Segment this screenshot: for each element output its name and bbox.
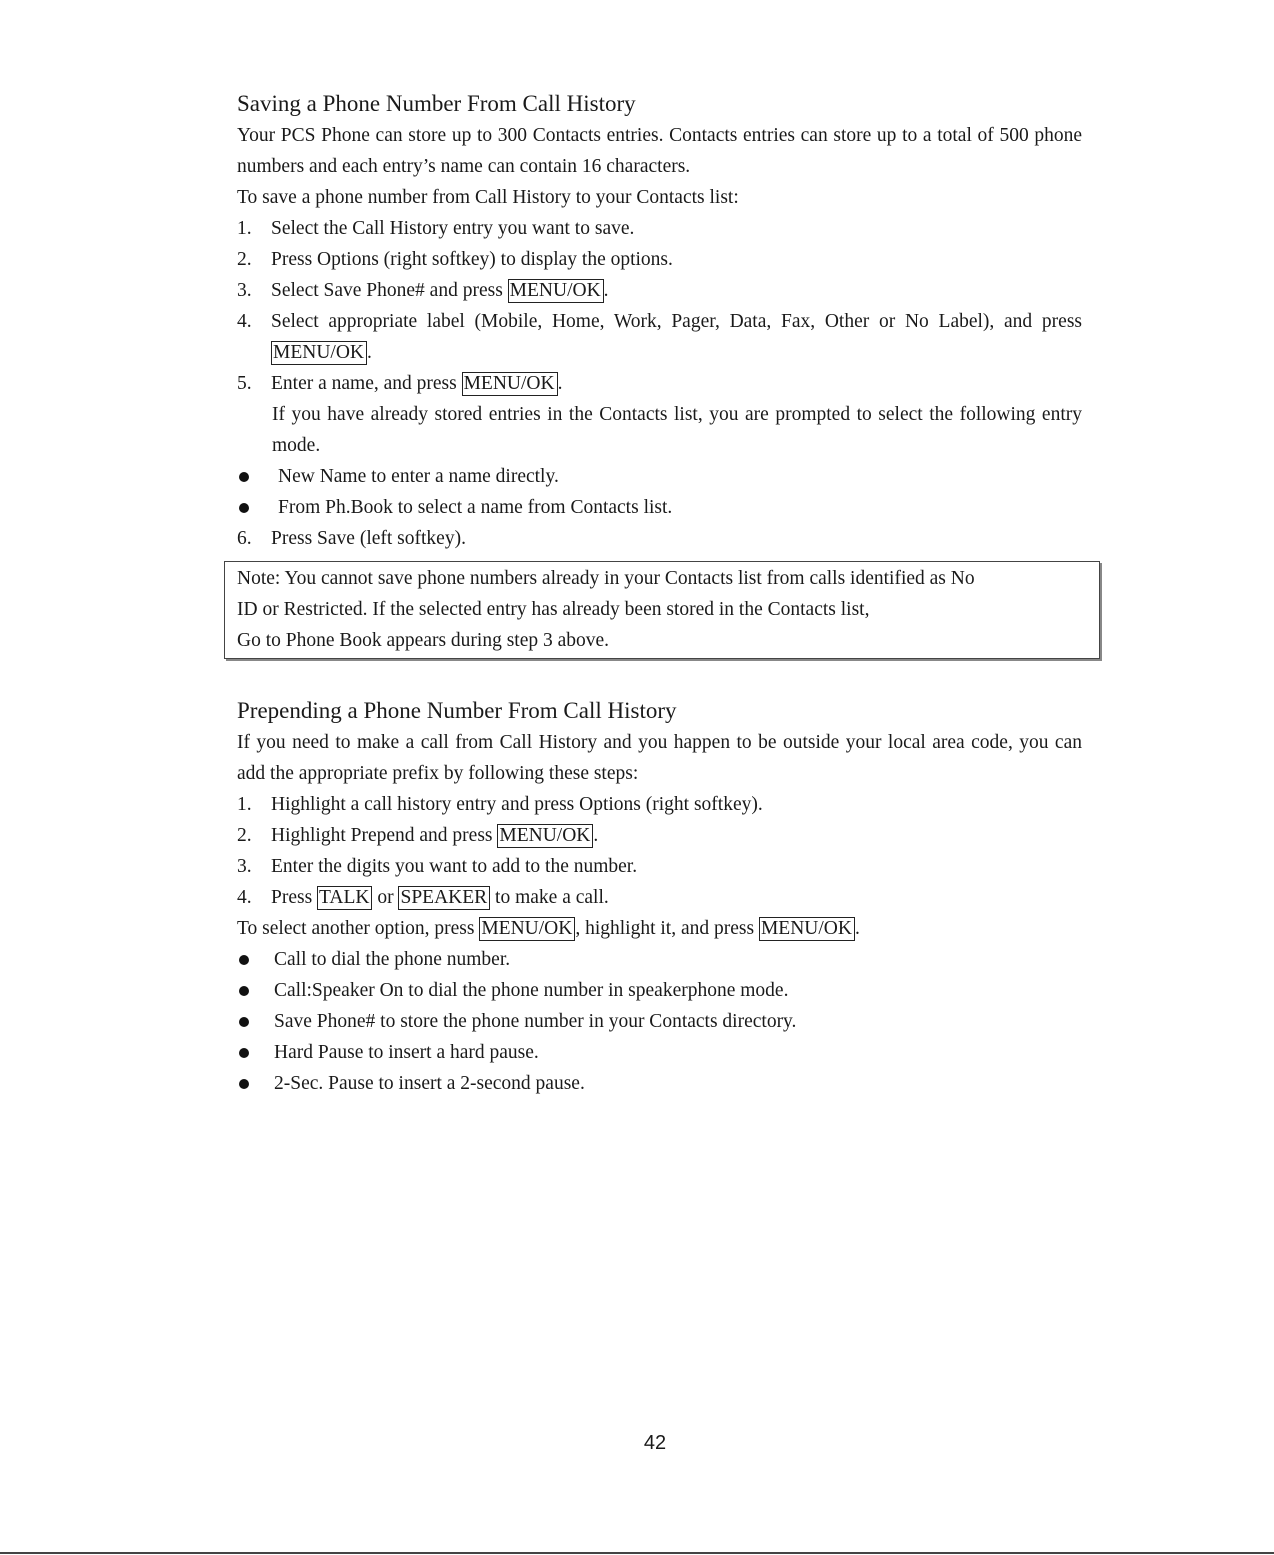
- bullet-text: Hard Pause to insert a hard pause.: [274, 1042, 539, 1063]
- intro-paragraph: Your PCS Phone can store up to 300 Contacts entries. Contacts entries can store up to a total of 500 phone numbers and each entry’s name can contain 16 characters.: [237, 125, 1082, 177]
- other-options-instruction: [237, 913, 1082, 944]
- step-item: [237, 851, 1082, 882]
- step-number: 3.: [237, 280, 252, 301]
- step-text: Press Options (right softkey) to display the options.: [271, 249, 673, 270]
- note-line: ID or Restricted. If the selected entry has already been stored in the Contacts list,: [237, 599, 870, 620]
- bullet-icon: [239, 472, 249, 482]
- bullet-item: [237, 461, 1082, 492]
- bullet-text: Call:Speaker On to dial the phone number in speakerphone mode.: [274, 980, 789, 1001]
- section-saving-phone-number: [237, 88, 1082, 659]
- step-number: 4.: [237, 887, 252, 908]
- bullet-icon: [239, 986, 249, 996]
- step-number: 6.: [237, 528, 252, 549]
- bullet-icon: [239, 1017, 249, 1027]
- bullet-icon: [239, 503, 249, 513]
- menu-ok-key: MENU/OK: [271, 341, 367, 365]
- menu-ok-key: MENU/OK: [497, 824, 593, 848]
- step-text: Select the Call History entry you want to save.: [271, 218, 635, 239]
- bullet-text: From Ph.Book to select a name from Contacts list.: [278, 497, 673, 518]
- bullet-text: Save Phone# to store the phone number in your Contacts directory.: [274, 1011, 797, 1032]
- instruction-text: To select another option, press: [237, 918, 480, 939]
- step-text: Enter the digits you want to add to the number.: [271, 856, 638, 877]
- page-content: [237, 88, 1082, 1099]
- section-title: Saving a Phone Number From Call History: [237, 91, 636, 116]
- step-text: Highlight Prepend and press: [271, 825, 498, 846]
- step-number: 2.: [237, 825, 252, 846]
- bullet-text: Call to dial the phone number.: [274, 949, 511, 970]
- speaker-key: SPEAKER: [398, 886, 490, 910]
- bullet-item: [237, 1068, 1082, 1099]
- step-number: 5.: [237, 373, 252, 394]
- instruction-text-end: .: [854, 918, 860, 939]
- page-bottom-rule: [0, 1552, 1274, 1554]
- bullet-item: [237, 492, 1082, 523]
- menu-ok-key: MENU/OK: [479, 917, 575, 941]
- step-number: 2.: [237, 249, 252, 270]
- note-line: Go to Phone Book appears during step 3 above.: [237, 630, 610, 651]
- step-item: [237, 523, 1082, 554]
- bullet-text: New Name to enter a name directly.: [278, 466, 559, 487]
- bullet-item: [237, 944, 1082, 975]
- step-item: [237, 213, 1082, 244]
- step-text: Highlight a call history entry and press Options (right softkey).: [271, 794, 763, 815]
- menu-ok-key: MENU/OK: [759, 917, 855, 941]
- instruction-text: , highlight it, and press: [575, 918, 759, 939]
- page-number: 42: [643, 1432, 667, 1454]
- step-item: [237, 368, 1082, 399]
- bullet-item: [237, 1006, 1082, 1037]
- step-text-end: .: [603, 280, 609, 301]
- step-number: 4.: [237, 311, 252, 332]
- bullet-item: [237, 975, 1082, 1006]
- step-item: [237, 882, 1082, 913]
- section-title: Prepending a Phone Number From Call History: [237, 698, 677, 723]
- step-text-end: .: [367, 342, 372, 363]
- step-number: 3.: [237, 856, 252, 877]
- step-item: [237, 820, 1082, 851]
- bullet-icon: [239, 955, 249, 965]
- intro-paragraph: If you need to make a call from Call History and you happen to be outside your local area code, you can add the appropriate prefix by following these steps:: [237, 732, 1082, 784]
- bullet-item: [237, 1037, 1082, 1068]
- menu-ok-key: MENU/OK: [462, 372, 558, 396]
- step-item: [237, 275, 1082, 306]
- bullet-icon: [239, 1048, 249, 1058]
- step-text: Press: [271, 887, 318, 908]
- step-text-end: .: [593, 825, 599, 846]
- menu-ok-key: MENU/OK: [508, 279, 604, 303]
- note-box: [224, 561, 1100, 659]
- note-line: Note: You cannot save phone numbers already in your Contacts list from calls identified as No: [237, 568, 975, 589]
- step-text: Enter a name, and press: [271, 373, 462, 394]
- intro-instruction: To save a phone number from Call History to your Contacts list:: [237, 187, 739, 208]
- bullet-text: 2-Sec. Pause to insert a 2-second pause.: [274, 1073, 585, 1094]
- step-text: Select Save Phone# and press: [271, 280, 508, 301]
- step-number: 1.: [237, 794, 252, 815]
- step-text: Select appropriate label (Mobile, Home, Work, Pager, Data, Fax, Other or No Label), and press: [271, 311, 1082, 332]
- step-item: [237, 306, 1082, 368]
- bullet-icon: [239, 1079, 249, 1089]
- step-text: Press Save (left softkey).: [271, 528, 466, 549]
- step-item: [237, 789, 1082, 820]
- step-text-end: .: [557, 373, 563, 394]
- step-item: [237, 244, 1082, 275]
- step-text-end: to make a call.: [490, 887, 609, 908]
- step-subnote: If you have already stored entries in the Contacts list, you are prompted to select the following entry mode.: [272, 404, 1082, 456]
- step-text-mid: or: [372, 887, 399, 908]
- step-number: 1.: [237, 218, 252, 239]
- section-prepending-phone-number: [237, 695, 1082, 1099]
- talk-key: TALK: [317, 886, 372, 910]
